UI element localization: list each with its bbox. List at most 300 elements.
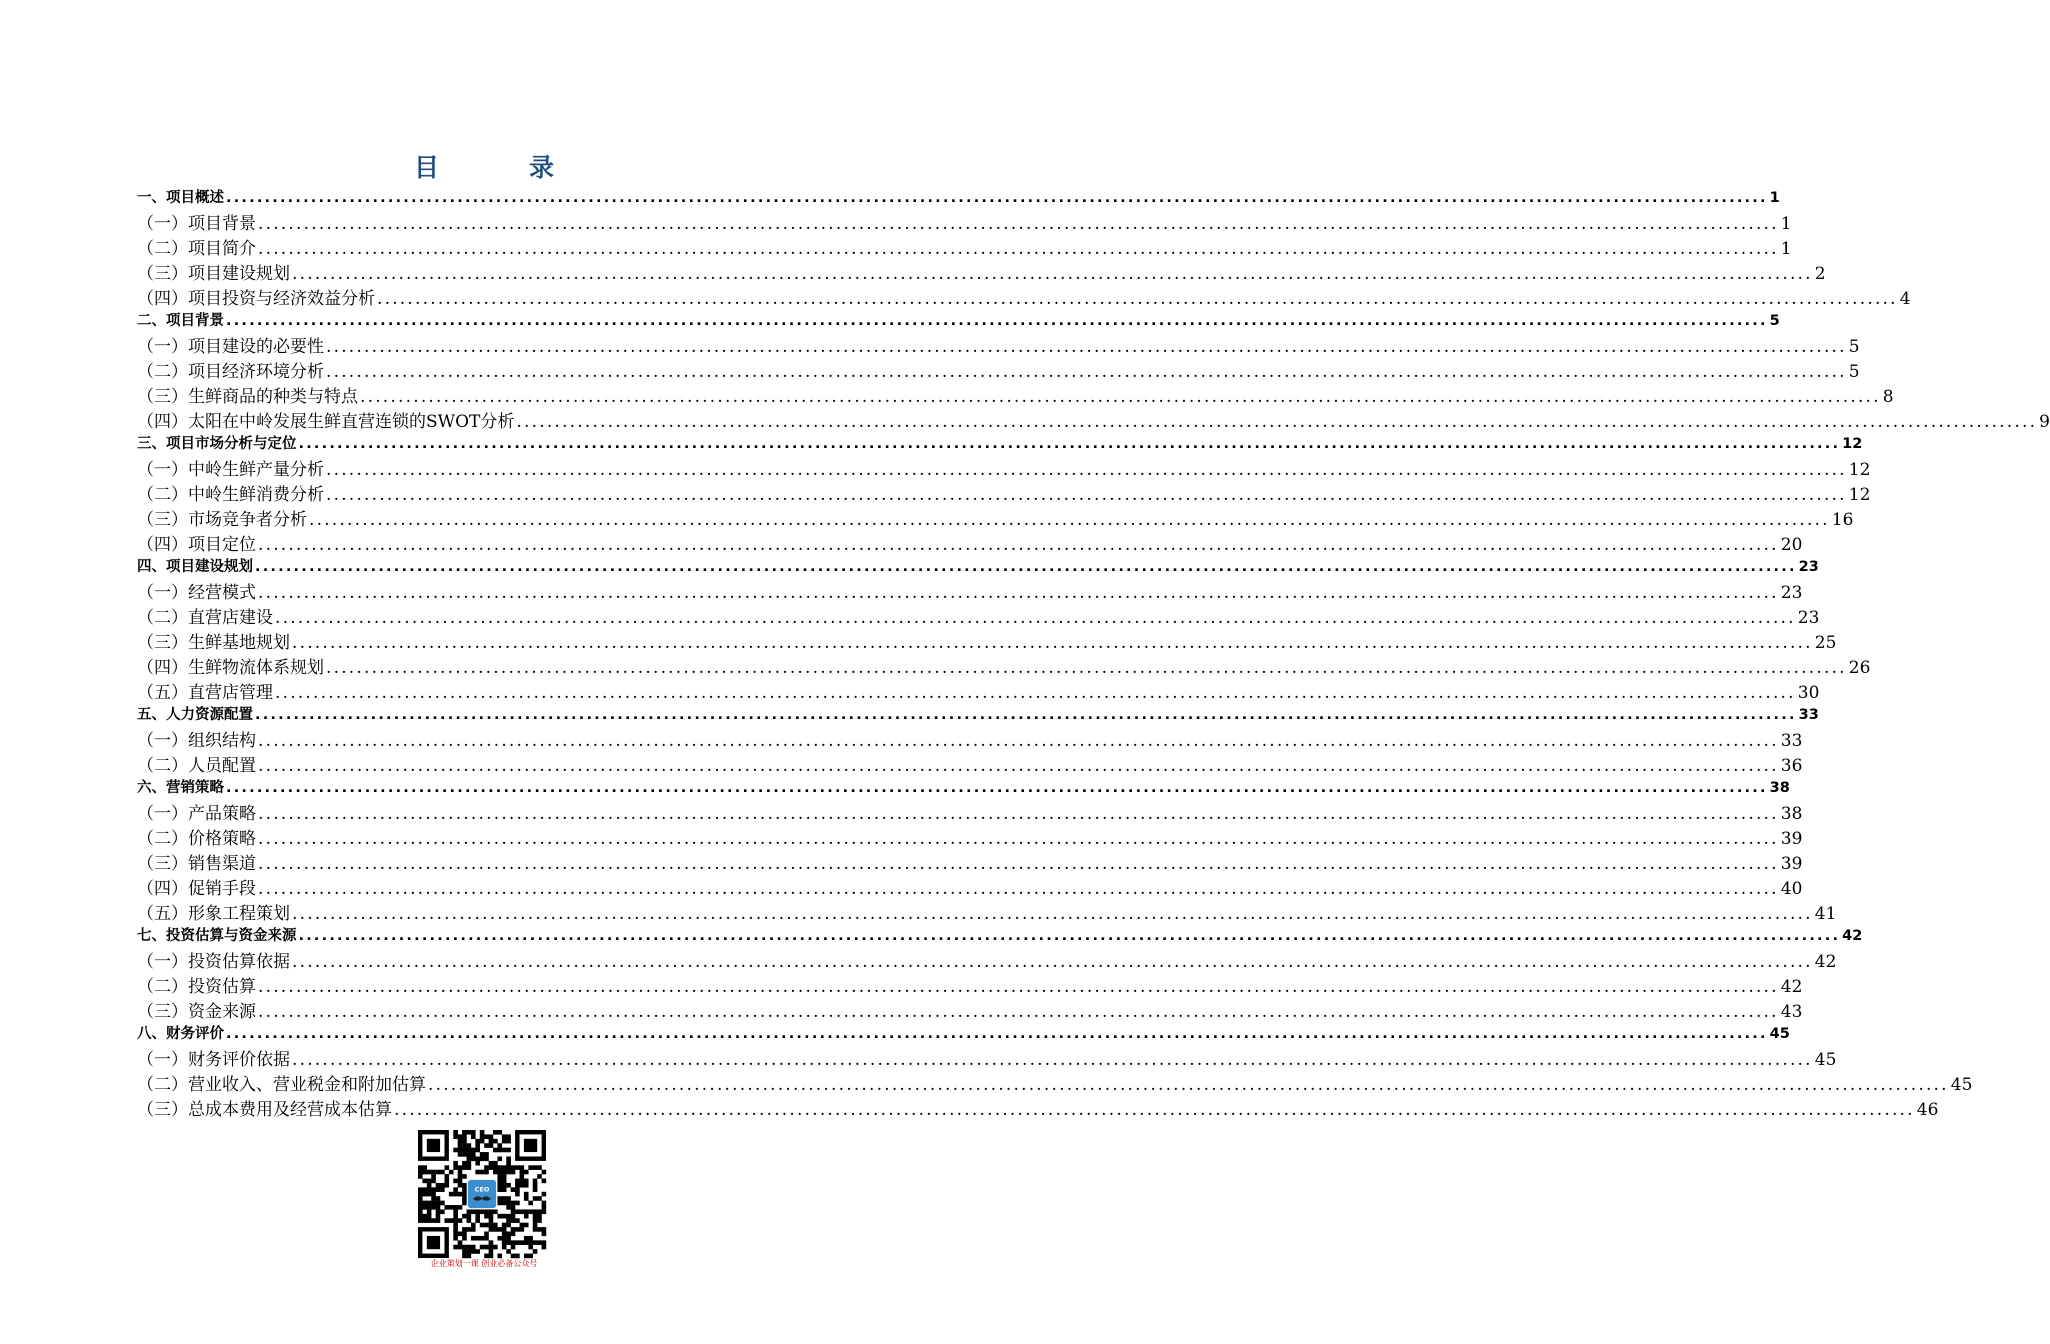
qr-module xyxy=(497,1170,502,1175)
qr-module xyxy=(489,1227,494,1232)
qr-module xyxy=(537,1227,542,1232)
qr-module xyxy=(506,1249,511,1254)
toc-section-entry[interactable] xyxy=(137,234,1792,259)
qr-finder-pattern xyxy=(524,1139,537,1152)
toc-section-entry[interactable] xyxy=(137,578,1803,603)
qr-module xyxy=(449,1218,454,1223)
qr-module xyxy=(475,1214,480,1219)
qr-module xyxy=(515,1192,520,1197)
toc-chapter-entry[interactable] xyxy=(137,432,1863,455)
toc-chapter-entry[interactable] xyxy=(137,555,1819,578)
qr-module xyxy=(489,1218,494,1223)
qr-module xyxy=(462,1148,467,1153)
qr-module xyxy=(524,1223,529,1228)
toc-leader-dots: ........................................................................................................................................................................................................ xyxy=(226,1026,1768,1042)
toc-entry-label: （四）生鲜物流体系规划 xyxy=(137,658,324,678)
qr-module xyxy=(418,1165,423,1170)
qr-module xyxy=(471,1209,476,1214)
qr-module xyxy=(497,1183,502,1188)
toc-leader-dots: ........................................................................................................................................................................................................ xyxy=(292,264,1813,284)
qr-module xyxy=(440,1209,445,1214)
toc-section-entry[interactable] xyxy=(137,357,1860,382)
qr-module xyxy=(497,1196,502,1201)
qr-module xyxy=(542,1227,547,1232)
qr-module xyxy=(431,1201,436,1206)
qr-module xyxy=(422,1218,427,1223)
qr-module xyxy=(458,1240,463,1245)
qr-module xyxy=(511,1187,516,1192)
qr-module xyxy=(489,1245,494,1250)
qr-module xyxy=(506,1236,511,1241)
toc-section-entry[interactable] xyxy=(137,284,1911,309)
qr-module xyxy=(449,1192,454,1197)
qr-module xyxy=(462,1201,467,1206)
toc-chapter-entry[interactable] xyxy=(137,776,1790,799)
qr-module xyxy=(524,1240,529,1245)
qr-module xyxy=(511,1245,516,1250)
qr-module xyxy=(542,1192,547,1197)
qr-module xyxy=(489,1209,494,1214)
qr-module xyxy=(453,1205,458,1210)
qr-module xyxy=(493,1165,498,1170)
qr-module xyxy=(502,1187,507,1192)
title-char-right: 录 xyxy=(529,153,557,182)
qr-module xyxy=(422,1187,427,1192)
qr-module xyxy=(528,1165,533,1170)
qr-module xyxy=(497,1165,502,1170)
qr-module xyxy=(484,1134,489,1139)
toc-section-entry[interactable] xyxy=(137,209,1792,234)
qr-module xyxy=(502,1170,507,1175)
toc-section-entry[interactable] xyxy=(137,455,1871,480)
toc-page-number: 45 xyxy=(1950,1075,1973,1095)
qr-module xyxy=(422,1170,427,1175)
qr-module xyxy=(489,1223,494,1228)
qr-module xyxy=(467,1214,472,1219)
toc-page-number: 26 xyxy=(1848,658,1871,678)
qr-module xyxy=(475,1148,480,1153)
qr-module xyxy=(489,1134,494,1139)
toc-entry-label: 三、项目市场分析与定位 xyxy=(137,436,297,452)
toc-section-entry[interactable] xyxy=(137,480,1871,505)
toc-section-entry[interactable] xyxy=(137,653,1871,678)
toc-entry-label: （四）项目定位 xyxy=(137,535,256,555)
qr-module xyxy=(511,1214,516,1219)
toc-page-number: 2 xyxy=(1814,264,1826,284)
toc-page-number: 4 xyxy=(1899,289,1911,309)
qr-module xyxy=(506,1232,511,1237)
toc-entry-label: （二）直营店建设 xyxy=(137,608,273,628)
qr-module xyxy=(467,1161,472,1166)
qr-module xyxy=(542,1201,547,1206)
qr-module xyxy=(436,1170,441,1175)
qr-module xyxy=(427,1187,432,1192)
qr-module xyxy=(453,1209,458,1214)
qr-module xyxy=(458,1218,463,1223)
qr-module xyxy=(436,1196,441,1201)
toc-page-number: 16 xyxy=(1831,510,1854,530)
qr-module xyxy=(511,1170,516,1175)
toc-leader-dots: ........................................................................................................................................................................................................ xyxy=(394,1100,1915,1120)
qr-module xyxy=(497,1148,502,1153)
toc-page-number: 38 xyxy=(1780,804,1803,824)
qr-module xyxy=(528,1245,533,1250)
toc-page-number: 30 xyxy=(1797,683,1820,703)
qr-module xyxy=(533,1183,538,1188)
qr-module xyxy=(431,1187,436,1192)
qr-module xyxy=(502,1232,507,1237)
toc-entry-label: （三）生鲜基地规划 xyxy=(137,633,290,653)
toc-section-entry[interactable] xyxy=(137,899,1837,924)
qr-module xyxy=(542,1170,547,1175)
qr-module xyxy=(418,1192,423,1197)
toc-entry-label: （三）总成本费用及经营成本估算 xyxy=(137,1100,392,1120)
qr-module xyxy=(418,1218,423,1223)
toc-leader-dots: ........................................................................................................................................................................................................ xyxy=(258,731,1779,751)
qr-module xyxy=(493,1170,498,1175)
toc-section-entry[interactable] xyxy=(137,678,1820,703)
qr-module xyxy=(462,1174,467,1179)
qr-module xyxy=(444,1218,449,1223)
qr-module xyxy=(462,1192,467,1197)
toc-entry-label: （三）销售渠道 xyxy=(137,854,256,874)
qr-module xyxy=(524,1183,529,1188)
qr-module xyxy=(427,1183,432,1188)
qr-module xyxy=(480,1152,485,1157)
qr-module xyxy=(524,1209,529,1214)
qr-module xyxy=(542,1240,547,1245)
qr-module xyxy=(453,1187,458,1192)
qr-module xyxy=(462,1152,467,1157)
toc-leader-dots: ........................................................................................................................................................................................................ xyxy=(226,780,1768,796)
qr-module xyxy=(480,1245,485,1250)
qr-module xyxy=(471,1245,476,1250)
qr-module xyxy=(537,1174,542,1179)
toc-section-entry[interactable] xyxy=(137,407,2050,432)
qr-module xyxy=(520,1209,525,1214)
qr-module xyxy=(458,1183,463,1188)
toc-page-number: 12 xyxy=(1848,460,1871,480)
qr-module xyxy=(436,1214,441,1219)
qr-module xyxy=(484,1232,489,1237)
qr-module xyxy=(462,1139,467,1144)
qr-module xyxy=(520,1183,525,1188)
qr-module xyxy=(506,1196,511,1201)
toc-section-entry[interactable] xyxy=(137,824,1803,849)
qr-module xyxy=(453,1218,458,1223)
qr-module xyxy=(533,1209,538,1214)
toc-leader-dots: ........................................................................................................................................................................................................ xyxy=(309,510,1830,530)
toc-leader-dots: ........................................................................................................................................................................................................ xyxy=(258,829,1779,849)
toc-section-entry[interactable] xyxy=(137,603,1820,628)
qr-module xyxy=(422,1165,427,1170)
toc-entry-label: （一）中岭生鲜产量分析 xyxy=(137,460,324,480)
qr-module xyxy=(467,1249,472,1254)
qr-module xyxy=(427,1205,432,1210)
toc-entry-label: （四）太阳在中岭发展生鲜直营连锁的SWOT分析 xyxy=(137,412,515,432)
qr-module xyxy=(511,1201,516,1206)
qr-module xyxy=(422,1192,427,1197)
toc-chapter-entry[interactable] xyxy=(137,309,1780,332)
qr-module xyxy=(528,1236,533,1241)
qr-module xyxy=(484,1214,489,1219)
qr-module xyxy=(467,1152,472,1157)
toc-page-number: 20 xyxy=(1780,535,1803,555)
toc-entry-label: （一）组织结构 xyxy=(137,731,256,751)
toc-entry-label: （二）项目经济环境分析 xyxy=(137,362,324,382)
qr-module xyxy=(471,1236,476,1241)
toc-section-entry[interactable] xyxy=(137,382,1894,407)
qr-module xyxy=(542,1232,547,1237)
toc-page-number: 23 xyxy=(1798,559,1819,575)
toc-section-entry[interactable] xyxy=(137,726,1803,751)
qr-module xyxy=(506,1156,511,1161)
qr-module xyxy=(542,1205,547,1210)
qr-module xyxy=(497,1201,502,1206)
qr-module xyxy=(506,1218,511,1223)
qr-module xyxy=(480,1134,485,1139)
qr-module xyxy=(480,1209,485,1214)
toc-section-entry[interactable] xyxy=(137,259,1826,284)
toc-leader-dots: ........................................................................................................................................................................................................ xyxy=(326,485,1847,505)
qr-module xyxy=(462,1143,467,1148)
toc-section-entry[interactable] xyxy=(137,530,1803,555)
qr-module xyxy=(511,1218,516,1223)
qr-module xyxy=(431,1196,436,1201)
qr-module xyxy=(537,1240,542,1245)
qr-code-image xyxy=(418,1130,546,1258)
qr-module xyxy=(520,1240,525,1245)
qr-module xyxy=(497,1130,502,1135)
toc-chapter-entry[interactable] xyxy=(137,1022,1790,1045)
qr-module xyxy=(502,1165,507,1170)
qr-module xyxy=(506,1139,511,1144)
toc-leader-dots: ........................................................................................................................................................................................................ xyxy=(275,608,1796,628)
qr-module xyxy=(458,1192,463,1197)
qr-module xyxy=(515,1183,520,1188)
qr-module xyxy=(449,1205,454,1210)
qr-module xyxy=(467,1209,472,1214)
qr-module xyxy=(502,1223,507,1228)
toc-entry-label: （一）产品策略 xyxy=(137,804,256,824)
toc-entry-label: （三）生鲜商品的种类与特点 xyxy=(137,387,358,407)
qr-module xyxy=(458,1174,463,1179)
toc-leader-dots: ........................................................................................................................................................................................................ xyxy=(226,313,1768,329)
qr-module xyxy=(537,1214,542,1219)
toc-page-number: 5 xyxy=(1769,313,1780,329)
qr-module xyxy=(471,1156,476,1161)
qr-module xyxy=(453,1148,458,1153)
toc-page-number: 42 xyxy=(1814,952,1837,972)
toc-entry-label: （二）投资估算 xyxy=(137,977,256,997)
toc-leader-dots: ........................................................................................................................................................................................................ xyxy=(292,1050,1813,1070)
toc-entry-label: （二）中岭生鲜消费分析 xyxy=(137,485,324,505)
qr-module xyxy=(422,1214,427,1219)
toc-entry-label: 七、投资估算与资金来源 xyxy=(137,928,297,944)
toc-section-entry[interactable] xyxy=(137,505,1854,530)
qr-module xyxy=(475,1209,480,1214)
toc-page-number: 12 xyxy=(1848,485,1871,505)
qr-module xyxy=(462,1196,467,1201)
qr-module xyxy=(467,1130,472,1135)
qr-module xyxy=(497,1236,502,1241)
toc-chapter-entry[interactable] xyxy=(137,186,1780,209)
qr-module xyxy=(520,1174,525,1179)
qr-module xyxy=(462,1232,467,1237)
toc-page-number: 5 xyxy=(1848,337,1860,357)
toc-page-number: 45 xyxy=(1769,1026,1790,1042)
qr-module xyxy=(533,1240,538,1245)
qr-module xyxy=(497,1179,502,1184)
toc-leader-dots: ........................................................................................................................................................................................................ xyxy=(258,535,1779,555)
qr-module xyxy=(511,1209,516,1214)
qr-module xyxy=(493,1130,498,1135)
toc-entry-label: （五）形象工程策划 xyxy=(137,904,290,924)
toc-page-number: 5 xyxy=(1848,362,1860,382)
qr-module xyxy=(453,1179,458,1184)
qr-module xyxy=(475,1236,480,1241)
toc-section-entry[interactable] xyxy=(137,751,1803,776)
qr-module xyxy=(453,1232,458,1237)
qr-module xyxy=(533,1196,538,1201)
qr-module xyxy=(444,1179,449,1184)
qr-module xyxy=(484,1236,489,1241)
qr-module xyxy=(427,1218,432,1223)
qr-module xyxy=(520,1223,525,1228)
toc-section-entry[interactable] xyxy=(137,997,1803,1022)
qr-module xyxy=(440,1183,445,1188)
toc-entry-label: （二）项目简介 xyxy=(137,239,256,259)
qr-module xyxy=(497,1143,502,1148)
qr-finder-pattern xyxy=(427,1236,440,1249)
toc-section-entry[interactable] xyxy=(137,1045,1837,1070)
toc-chapter-entry[interactable] xyxy=(137,924,1863,947)
toc-leader-dots: ........................................................................................................................................................................................................ xyxy=(258,583,1779,603)
toc-page-number: 45 xyxy=(1814,1050,1837,1070)
qr-module xyxy=(493,1209,498,1214)
qr-module xyxy=(418,1170,423,1175)
toc-leader-dots: ........................................................................................................................................................................................................ xyxy=(326,337,1847,357)
toc-section-entry[interactable] xyxy=(137,947,1837,972)
qr-module xyxy=(493,1245,498,1250)
toc-page-number: 39 xyxy=(1780,829,1803,849)
qr-module xyxy=(489,1240,494,1245)
qr-module xyxy=(502,1240,507,1245)
toc-entry-label: （二）营业收入、营业税金和附加估算 xyxy=(137,1075,426,1095)
qr-module xyxy=(440,1170,445,1175)
table-of-contents xyxy=(137,186,2050,1120)
qr-module xyxy=(440,1201,445,1206)
toc-leader-dots: ........................................................................................................................................................................................................ xyxy=(258,977,1779,997)
qr-module xyxy=(480,1236,485,1241)
qr-module xyxy=(502,1227,507,1232)
toc-section-entry[interactable] xyxy=(137,332,1860,357)
qr-module xyxy=(475,1170,480,1175)
qr-module xyxy=(506,1205,511,1210)
toc-section-entry[interactable] xyxy=(137,628,1837,653)
toc-entry-label: （三）资金来源 xyxy=(137,1002,256,1022)
toc-section-entry[interactable] xyxy=(137,1070,1973,1095)
qr-module xyxy=(493,1139,498,1144)
qr-module xyxy=(418,1205,423,1210)
toc-page-number: 12 xyxy=(1842,436,1863,452)
qr-module xyxy=(502,1183,507,1188)
toc-leader-dots: ........................................................................................................................................................................................................ xyxy=(326,658,1847,678)
toc-entry-label: 八、财务评价 xyxy=(137,1026,224,1042)
toc-page-number: 33 xyxy=(1780,731,1803,751)
toc-page-number: 40 xyxy=(1780,879,1803,899)
qr-module xyxy=(511,1232,516,1237)
qr-module xyxy=(515,1187,520,1192)
qr-module xyxy=(436,1183,441,1188)
qr-module xyxy=(480,1170,485,1175)
qr-module xyxy=(524,1179,529,1184)
qr-module xyxy=(502,1148,507,1153)
qr-module xyxy=(427,1209,432,1214)
qr-module xyxy=(462,1227,467,1232)
qr-module xyxy=(489,1249,494,1254)
qr-module xyxy=(436,1201,441,1206)
qr-module xyxy=(418,1187,423,1192)
toc-page-number: 43 xyxy=(1780,1002,1803,1022)
qr-module xyxy=(458,1232,463,1237)
qr-module xyxy=(458,1152,463,1157)
qr-module xyxy=(418,1196,423,1201)
qr-module xyxy=(462,1134,467,1139)
qr-module xyxy=(524,1196,529,1201)
toc-chapter-entry[interactable] xyxy=(137,703,1819,726)
toc-section-entry[interactable] xyxy=(137,874,1803,899)
qr-module xyxy=(493,1148,498,1153)
toc-leader-dots: ........................................................................................................................................................................................................ xyxy=(258,1002,1779,1022)
qr-module xyxy=(537,1165,542,1170)
toc-section-entry[interactable] xyxy=(137,1095,1939,1120)
qr-module xyxy=(511,1227,516,1232)
qr-module xyxy=(427,1179,432,1184)
qr-module xyxy=(484,1170,489,1175)
toc-entry-label: （一）经营模式 xyxy=(137,583,256,603)
qr-module xyxy=(418,1209,423,1214)
toc-section-entry[interactable] xyxy=(137,849,1803,874)
qr-module xyxy=(484,1223,489,1228)
qr-module xyxy=(533,1187,538,1192)
qr-module xyxy=(458,1245,463,1250)
qr-module xyxy=(520,1165,525,1170)
qr-module xyxy=(520,1179,525,1184)
qr-module xyxy=(453,1223,458,1228)
toc-section-entry[interactable] xyxy=(137,972,1803,997)
toc-entry-label: （三）市场竞争者分析 xyxy=(137,510,307,530)
qr-module xyxy=(444,1165,449,1170)
qr-module xyxy=(475,1156,480,1161)
qr-module xyxy=(431,1205,436,1210)
qr-module xyxy=(493,1161,498,1166)
toc-entry-label: 四、项目建设规划 xyxy=(137,559,253,575)
qr-module xyxy=(444,1183,449,1188)
qr-module xyxy=(431,1174,436,1179)
toc-leader-dots: ........................................................................................................................................................................................................ xyxy=(258,854,1779,874)
qr-module xyxy=(458,1148,463,1153)
qr-module xyxy=(515,1218,520,1223)
toc-section-entry[interactable] xyxy=(137,799,1803,824)
toc-entry-label: （二）价格策略 xyxy=(137,829,256,849)
qr-module xyxy=(506,1223,511,1228)
title-char-left: 目 xyxy=(413,153,441,182)
qr-module xyxy=(453,1214,458,1219)
qr-module xyxy=(489,1214,494,1219)
toc-entry-label: （五）直营店管理 xyxy=(137,683,273,703)
qr-module xyxy=(497,1174,502,1179)
